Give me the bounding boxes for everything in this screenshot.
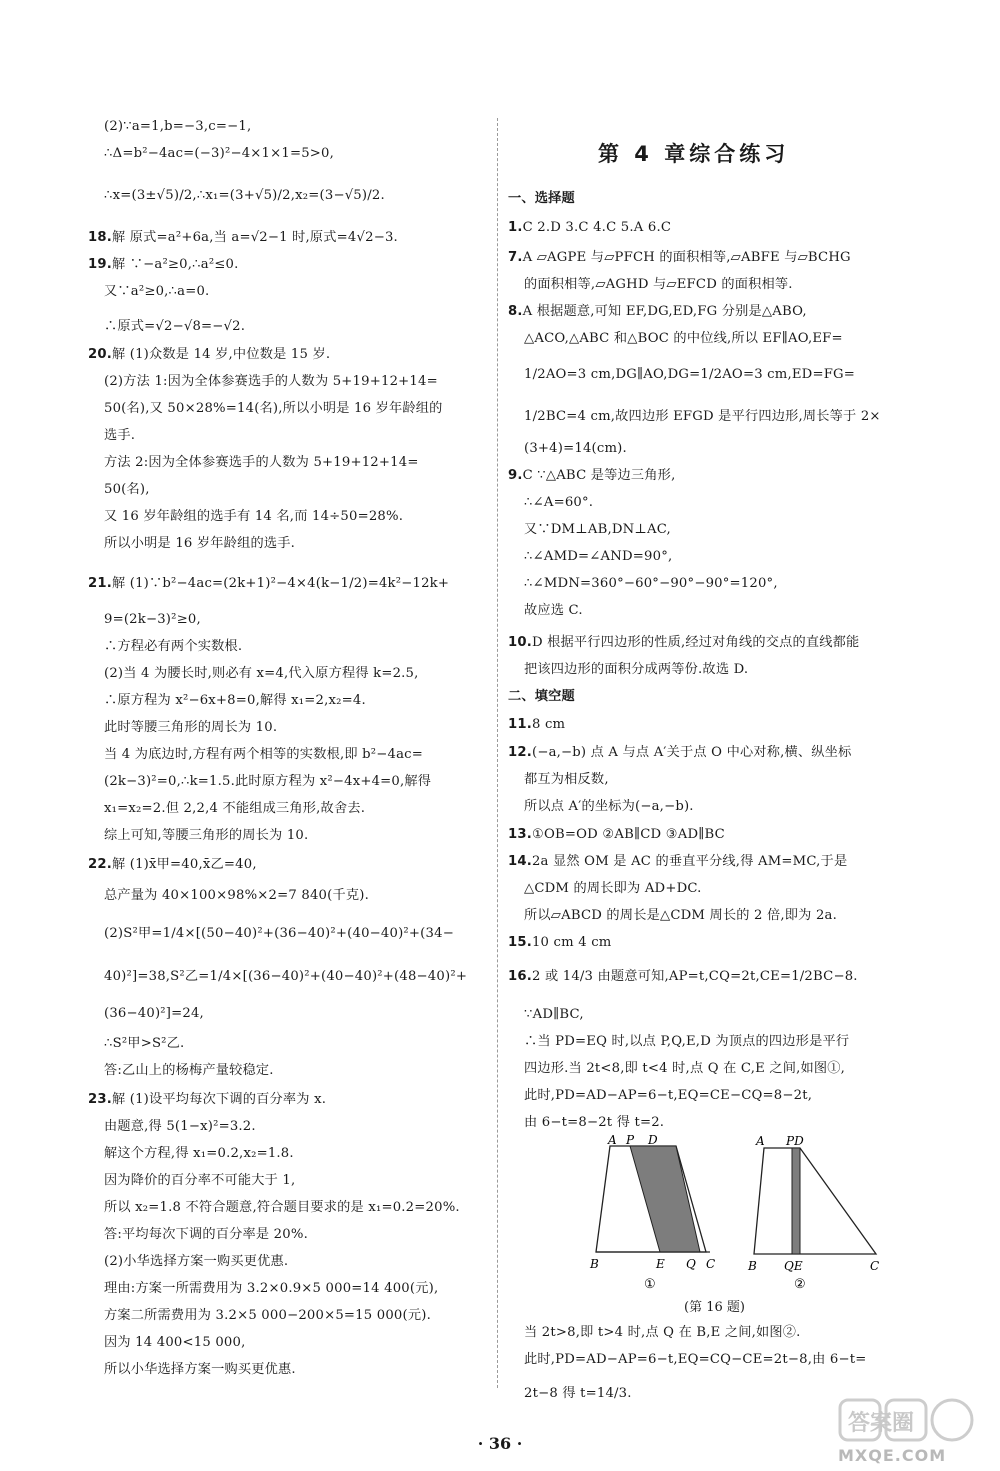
left-line xyxy=(104,1062,274,1080)
left-line xyxy=(104,318,245,336)
answer-text: 9=(2k−3)²≥0, xyxy=(104,612,201,627)
answer-text: 50(名),又 50×28%=14(名),所以小明是 16 岁年龄组的 xyxy=(104,401,443,416)
right-line xyxy=(508,688,575,706)
answer-text: 解 ∵−a²≥0,∴a²≤0. xyxy=(111,257,239,272)
question-number: 11. xyxy=(508,717,532,732)
answer-text: ∴∠A=60°. xyxy=(524,495,594,510)
answer-text: 2 或 14/3 由题意可知,AP=t,CQ=2t,CE=1/2BC−8. xyxy=(531,969,858,984)
column-divider xyxy=(497,118,498,1388)
question-number: 15. xyxy=(508,935,532,950)
answer-text: 此时等腰三角形的周长为 10. xyxy=(104,720,278,735)
answer-text: 解 (1)∵b²−4ac=(2k+1)²−4×4(k−1/2)=4k²−12k+ xyxy=(111,576,450,591)
figure-1 xyxy=(589,1134,715,1292)
right-line xyxy=(524,880,702,898)
answer-text: ∴x=(3±√5)/2,∴x₁=(3+√5)/2,x₂=(3−√5)/2. xyxy=(104,188,385,203)
answer-text: ∴原方程为 x²−6x+8=0,解得 x₁=2,x₂=4. xyxy=(104,693,366,708)
fig1-label-P: P xyxy=(626,1134,635,1147)
question-number: 19. xyxy=(88,257,112,272)
left-line xyxy=(104,638,242,656)
answer-text: 2a 显然 OM 是 AC 的垂直平分线,得 AM=MC,于是 xyxy=(531,854,848,869)
left-line xyxy=(104,187,385,205)
answer-text: 40)²]=38,S²乙=1/4×[(36−40)²+(40−40)²+(48−40)²+ xyxy=(104,969,468,984)
answer-text: 解 (1)x̄甲=40,x̄乙=40, xyxy=(111,857,257,872)
left-line xyxy=(104,692,366,710)
answer-text: 解这个方程,得 x₁=0.2,x₂=1.8. xyxy=(104,1146,294,1161)
answer-text: (36−40)²]=24, xyxy=(104,1006,204,1021)
right-line xyxy=(524,907,837,925)
left-line xyxy=(104,508,403,526)
right-line xyxy=(508,853,847,871)
answer-text: ∴原式=√2−√8=−√2. xyxy=(104,319,246,334)
left-line xyxy=(104,427,135,445)
left-line xyxy=(88,856,257,874)
left-line xyxy=(104,800,365,818)
left-line xyxy=(104,1035,184,1053)
answer-text: (3+4)=14(cm). xyxy=(524,441,627,456)
left-line xyxy=(104,1334,246,1352)
fig1-label-A: A xyxy=(608,1134,617,1147)
fig2-label-C: C xyxy=(870,1259,880,1273)
right-line xyxy=(524,771,609,789)
left-line xyxy=(104,373,438,391)
answer-text: 四边形.当 2t<8,即 t<4 时,点 Q 在 C,E 之间,如图①, xyxy=(524,1061,846,1076)
left-line xyxy=(104,827,308,845)
right-line xyxy=(508,968,858,986)
question-number: 10. xyxy=(508,635,532,650)
left-line xyxy=(104,1253,288,1271)
answer-text: 2t−8 得 t=14/3. xyxy=(524,1386,632,1401)
answer-text: 解 (1)设平均每次下调的百分率为 x. xyxy=(111,1092,327,1107)
answer-text: 由题意,得 5(1−x)²=3.2. xyxy=(104,1119,256,1134)
fig2-label-A: A xyxy=(756,1134,765,1148)
fig2-number: ② xyxy=(794,1277,806,1292)
right-line xyxy=(524,1114,664,1132)
answer-text: (−a,−b) 点 A 与点 A′关于点 O 中心对称,横、纵坐标 xyxy=(531,745,852,760)
question-number: 7. xyxy=(508,250,523,265)
chapter-title: 第 4 章综合练习 xyxy=(598,142,790,166)
right-line xyxy=(508,934,612,952)
right-line xyxy=(524,1385,632,1403)
left-line xyxy=(88,346,330,364)
right-line xyxy=(508,219,671,237)
left-line xyxy=(88,1091,326,1109)
left-line xyxy=(104,719,277,737)
answer-text: A 根据题意,可知 EF,DG,ED,FG 分别是△ABO, xyxy=(522,304,807,319)
answer-text: 方案二所需费用为 3.2×5 000−200×5=15 000(元). xyxy=(104,1308,431,1323)
right-line xyxy=(508,190,575,208)
figure-16 xyxy=(588,1134,888,1294)
answer-text: 选手. xyxy=(104,428,136,443)
right-line xyxy=(508,249,851,267)
answer-text: 当 2t>8,即 t>4 时,点 Q 在 B,E 之间,如图②. xyxy=(524,1325,801,1340)
section-heading: 一、选择题 xyxy=(508,191,575,206)
left-line xyxy=(104,1280,438,1298)
answer-text: 都互为相反数, xyxy=(524,772,609,787)
left-line xyxy=(104,1361,296,1379)
fig1-number: ① xyxy=(644,1277,656,1292)
question-number: 8. xyxy=(508,304,523,319)
answer-text: ∴方程必有两个实数根. xyxy=(104,639,243,654)
fig2-label-B: B xyxy=(748,1259,757,1273)
answer-text: 所以▱ABCD 的周长是△CDM 周长的 2 倍,即为 2a. xyxy=(524,908,838,923)
answer-text: (2)∵a=1,b=−3,c=−1, xyxy=(104,119,252,134)
fig1-label-Q: Q xyxy=(686,1257,696,1271)
answer-text: D 根据平行四边形的性质,经过对角线的交点的直线都能 xyxy=(531,635,860,650)
right-line xyxy=(524,1324,801,1342)
fig1-label-E: E xyxy=(656,1257,665,1271)
right-line xyxy=(524,366,855,384)
question-number: 22. xyxy=(88,857,112,872)
left-line xyxy=(104,773,431,791)
right-line xyxy=(508,634,859,652)
answer-text: x₁=x₂=2.但 2,2,4 不能组成三角形,故舍去. xyxy=(104,801,366,816)
answer-text: △ACO,△ABC 和△BOC 的中位线,所以 EF∥AO,EF= xyxy=(524,331,843,346)
right-line xyxy=(508,303,807,321)
answer-text: 由 6−t=8−2t 得 t=2. xyxy=(524,1115,665,1130)
answer-text: 又∵DM⊥AB,DN⊥AC, xyxy=(524,522,671,537)
left-line xyxy=(104,1199,460,1217)
answer-text: 的面积相等,▱AGHD 与▱EFCD 的面积相等. xyxy=(524,277,793,292)
answer-text: A ▱AGPE 与▱PFCH 的面积相等,▱ABFE 与▱BCHG xyxy=(522,250,851,265)
left-line xyxy=(104,283,209,301)
left-line xyxy=(104,1226,308,1244)
right-line xyxy=(524,1060,845,1078)
left-line xyxy=(104,665,419,683)
answer-text: (2)S²甲=1/4×[(50−40)²+(36−40)²+(40−40)²+(34− xyxy=(104,926,454,941)
left-line xyxy=(104,1172,295,1190)
question-number: 16. xyxy=(508,969,532,984)
right-line xyxy=(524,1087,812,1105)
answer-text: 理由:方案一所需费用为 3.2×0.9×5 000=14 400(元), xyxy=(104,1281,439,1296)
left-line xyxy=(104,611,201,629)
answer-text: 8 cm xyxy=(531,717,566,732)
right-line xyxy=(524,1033,849,1051)
answer-text: 答:乙山上的杨梅产量较稳定. xyxy=(104,1063,274,1078)
answer-text: ∴S²甲>S²乙. xyxy=(104,1036,185,1051)
answer-text: C ∵△ABC 是等边三角形, xyxy=(522,468,676,483)
left-line xyxy=(104,1005,204,1023)
fig1-label-C: C xyxy=(706,1257,716,1271)
answer-text: 当 4 为底边时,方程有两个相等的实数根,即 b²−4ac= xyxy=(104,747,424,762)
question-number: 9. xyxy=(508,468,523,483)
right-line xyxy=(524,1351,866,1369)
answer-text: 又 16 岁年龄组的选手有 14 名,而 14÷50=28%. xyxy=(104,509,404,524)
answer-text: 1/2AO=3 cm,DG∥AO,DG=1/2AO=3 cm,ED=FG= xyxy=(524,367,856,382)
right-line xyxy=(524,408,881,426)
answer-text: 因为 14 400<15 000, xyxy=(104,1335,246,1350)
answer-text: 所以小华选择方案一购买更优惠. xyxy=(104,1362,296,1377)
left-line xyxy=(104,887,369,905)
answer-text: 所以点 A′的坐标为(−a,−b). xyxy=(524,799,694,814)
right-line xyxy=(524,494,593,512)
answer-text: (2)当 4 为腰长时,则必有 x=4,代入原方程得 k=2.5, xyxy=(104,666,419,681)
right-line xyxy=(524,276,793,294)
left-line xyxy=(104,400,443,418)
answer-text: (2k−3)²=0,∴k=1.5.此时原方程为 x²−4x+4=0,解得 xyxy=(104,774,432,789)
left-line xyxy=(104,968,467,986)
left-line xyxy=(104,746,423,764)
answer-text: ∵AD∥BC, xyxy=(524,1007,584,1022)
right-line xyxy=(508,716,565,734)
answer-text: 总产量为 40×100×98%×2=7 840(千克). xyxy=(104,888,370,903)
answer-text: ∴∠AMD=∠AND=90°, xyxy=(524,549,673,564)
question-number: 14. xyxy=(508,854,532,869)
right-line xyxy=(524,440,627,458)
left-line xyxy=(104,1118,256,1136)
section-heading: 二、填空题 xyxy=(508,689,575,704)
watermark-logo-text: 答案圈 xyxy=(848,1410,915,1436)
left-line xyxy=(88,575,449,593)
fig1-label-B: B xyxy=(590,1257,599,1271)
answer-text: 此时,PD=AD−AP=6−t,EQ=CQ−CE=2t−8,由 6−t= xyxy=(524,1352,867,1367)
answer-text: ∴Δ=b²−4ac=(−3)²−4×1×1=5>0, xyxy=(104,146,335,161)
right-line xyxy=(508,826,725,844)
watermark-text: MXQE.COM xyxy=(838,1446,947,1465)
answer-text: ∴∠MDN=360°−60°−90°−90°=120°, xyxy=(524,576,778,591)
right-line xyxy=(524,798,694,816)
answer-text: (2)小华选择方案一购买更优惠. xyxy=(104,1254,289,1269)
answer-text: (2)方法 1:因为全体参赛选手的人数为 5+19+12+14= xyxy=(104,374,438,389)
question-number: 13. xyxy=(508,827,532,842)
right-line xyxy=(524,521,671,539)
answer-text: 1/2BC=4 cm,故四边形 EFGD 是平行四边形,周长等于 2× xyxy=(524,409,881,424)
answer-text: 解 (1)众数是 14 岁,中位数是 15 岁. xyxy=(111,347,331,362)
answer-text: C 2.D 3.C 4.C 5.A 6.C xyxy=(522,220,672,235)
left-line xyxy=(104,118,251,136)
question-number: 21. xyxy=(88,576,112,591)
left-line xyxy=(104,1145,294,1163)
question-number: 12. xyxy=(508,745,532,760)
answer-text: 解 原式=a²+6a,当 a=√2−1 时,原式=4√2−3. xyxy=(111,230,398,245)
right-line xyxy=(524,1006,584,1024)
question-number: 20. xyxy=(88,347,112,362)
answer-text: 所以 x₂=1.8 不符合题意,符合题目要求的是 x₁=0.2=20%. xyxy=(104,1200,460,1215)
left-line xyxy=(88,229,398,247)
fig1-label-D: D xyxy=(648,1134,658,1147)
left-line xyxy=(104,454,419,472)
answer-text: 因为降价的百分率不可能大于 1, xyxy=(104,1173,296,1188)
answer-text: △CDM 的周长即为 AD+DC. xyxy=(524,881,702,896)
answer-text: 所以小明是 16 岁年龄组的选手. xyxy=(104,536,296,551)
left-line xyxy=(88,256,239,274)
figure-2 xyxy=(747,1134,879,1292)
answer-text: ①OB=OD ②AB∥CD ③AD∥BC xyxy=(531,827,725,842)
left-line xyxy=(104,145,334,163)
right-line xyxy=(524,602,583,620)
answer-text: 10 cm 4 cm xyxy=(531,935,612,950)
left-line xyxy=(104,925,454,943)
fig2-label-PD: PD xyxy=(786,1134,804,1148)
answer-text: 把该四边形的面积分成两等份.故选 D. xyxy=(524,662,749,677)
right-line xyxy=(524,661,748,679)
fig2-label-QE: QE xyxy=(784,1259,803,1273)
answer-text: 答:平均每次下调的百分率是 20%. xyxy=(104,1227,308,1242)
right-line xyxy=(508,744,851,762)
right-line xyxy=(524,548,672,566)
question-number: 1. xyxy=(508,220,523,235)
left-line xyxy=(104,1307,431,1325)
question-number: 18. xyxy=(88,230,112,245)
question-number: 23. xyxy=(88,1092,112,1107)
right-line xyxy=(508,467,675,485)
right-line xyxy=(524,575,778,593)
answer-text: 又∵a²≥0,∴a=0. xyxy=(104,284,210,299)
answer-text: ∴当 PD=EQ 时,以点 P,Q,E,D 为顶点的四边形是平行 xyxy=(524,1034,850,1049)
figure-caption: (第 16 题) xyxy=(684,1300,745,1315)
answer-text: 此时,PD=AD−AP=6−t,EQ=CE−CQ=8−2t, xyxy=(524,1088,813,1103)
answer-text: 综上可知,等腰三角形的周长为 10. xyxy=(104,828,309,843)
left-line xyxy=(104,535,295,553)
answer-text: 故应选 C. xyxy=(524,603,583,618)
right-line xyxy=(524,330,843,348)
left-line xyxy=(104,481,150,499)
page-number: · 36 · xyxy=(477,1434,523,1453)
answer-text: 50(名), xyxy=(104,482,150,497)
answer-text: 方法 2:因为全体参赛选手的人数为 5+19+12+14= xyxy=(104,455,419,470)
